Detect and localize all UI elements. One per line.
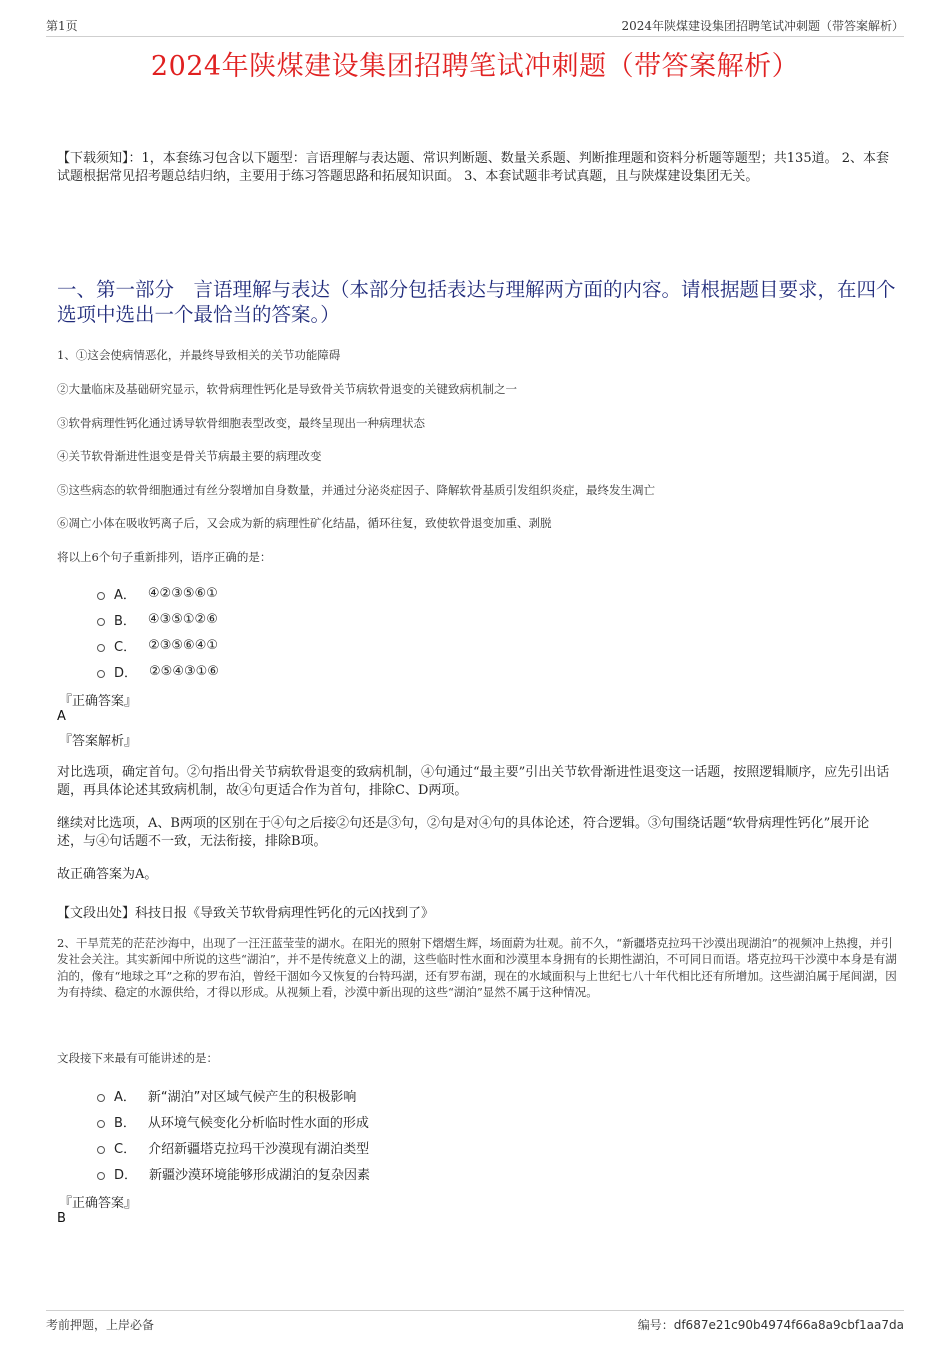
q2-options (97, 1082, 370, 1186)
q1-option-a[interactable] (97, 580, 219, 606)
option-text: ②③⑤⑥④① (148, 637, 219, 653)
q2-prompt: 文段接下来最有可能讲述的是： (57, 1051, 218, 1065)
q1-option-c[interactable] (97, 632, 219, 658)
q1-line-1: 1、①这会使病情恶化，并最终导致相关的关节功能障碍 (57, 348, 341, 362)
radio-icon[interactable] (97, 1172, 105, 1180)
document-title: 2024年陕煤建设集团招聘笔试冲刺题（带答案解析） (150, 51, 800, 82)
page-footer (46, 1310, 904, 1333)
radio-icon[interactable] (97, 618, 105, 626)
option-letter: A． (114, 1089, 136, 1105)
download-notice: 【下载须知】：1，本套练习包含以下题型：言语理解与表达题、常识判断题、数量关系题、判断推理题和资料分析题等题型；共135道。 2、本套试题根据常见招考题总结归纳，主要用于练习答题思路和拓展知识面。 3、本套试题非考试真题，且与陕煤建设集团无关。 (57, 151, 889, 184)
q2-option-b[interactable] (97, 1108, 370, 1134)
q2-answer: B (57, 1211, 66, 1226)
q1-analysis-para-3: 故正确答案为A。 (57, 867, 158, 882)
q1-line-6: ⑥凋亡小体在吸收钙离子后，又会成为新的病理性矿化结晶，循环往复，致使软骨退变加重、剥脱 (57, 516, 552, 530)
option-letter: D． (114, 665, 138, 681)
footer-code-value: df687e21c90b4974f66a8a9cbf1aa7da (673, 1318, 904, 1332)
radio-icon[interactable] (97, 670, 105, 678)
option-text: 新“湖泊”对区域气候产生的积极影响 (147, 1089, 357, 1105)
q2-option-a[interactable] (97, 1082, 370, 1108)
option-letter: D． (114, 1167, 138, 1183)
q1-line-4: ④关节软骨渐进性退变是骨关节病最主要的病理改变 (57, 449, 322, 463)
option-letter: A． (114, 587, 136, 603)
q1-line-3: ③软骨病理性钙化通过诱导软骨细胞表型改变，最终呈现出一种病理状态 (57, 416, 425, 430)
q1-line-2: ②大量临床及基础研究显示，软骨病理性钙化是导致骨关节病软骨退变的关键致病机制之一 (57, 382, 517, 396)
radio-icon[interactable] (97, 1120, 105, 1128)
option-letter: C． (114, 639, 137, 655)
footer-code (638, 1316, 904, 1333)
option-text: ④③⑤①②⑥ (147, 611, 218, 627)
section-title: 一、第一部分 言语理解与表达（本部分包括表达与理解两方面的内容。请根据题目要求，在四个选项中选出一个最恰当的答案。） (57, 278, 896, 326)
q1-analysis-para-2: 继续对比选项，A、B两项的区别在于④句之后接②句还是③句，②句是对④句的具体论述，符合逻辑。③句围绕话题“软骨病理性钙化”展开论述，与④句话题不一致，无法衔接，排除B项。 (57, 816, 870, 849)
option-text: 从环境气候变化分析临时性水面的形成 (147, 1115, 369, 1131)
radio-icon[interactable] (97, 1094, 105, 1102)
header-doc-name: 2024年陕煤建设集团招聘笔试冲刺题（带答案解析） (621, 19, 904, 33)
q1-source: 【文段出处】科技日报《导致关节软骨病理性钙化的元凶找到了》 (57, 906, 435, 921)
page-number: 第1页 (46, 19, 78, 33)
page-header (46, 14, 904, 37)
q2-passage: 2、干旱荒芜的茫茫沙海中，出现了一汪汪蓝莹莹的湖水。在阳光的照射下熠熠生辉，场面蔚为壮观。前不久，“新疆塔克拉玛干沙漠出现湖泊”的视频冲上热搜，并引发社会关注。其实新闻中所说的这些“湖泊”，并不是传统意义上的湖，这些临时性水面和沙漠里本身拥有的长期性湖泊，不可同日而语。塔克拉玛干沙漠中本身是有湖泊的，像有“地球之耳”之称的罗布泊，曾经干涸如今又恢复的台特玛湖，还有罗布湖，现在的水域面积与上世纪七八十年代相比还有所增加。这些湖泊属于尾闾湖，因为有持续、稳定的水源供给，才得以形成。从视频上看，沙漠中新出现的这些“湖泊”显然不属于这种情况。 (57, 936, 897, 1000)
option-text: 新疆沙漠环境能够形成湖泊的复杂因素 (149, 1167, 371, 1183)
q1-analysis-label: 『答案解析』 (59, 734, 138, 749)
q2-answer-label: 『正确答案』 (59, 1196, 138, 1211)
q1-answer-label: 『正确答案』 (59, 694, 138, 709)
radio-icon[interactable] (97, 644, 105, 652)
option-letter: B． (114, 1115, 136, 1131)
option-text: 介绍新疆塔克拉玛干沙漠现有湖泊类型 (148, 1141, 370, 1157)
q1-option-b[interactable] (97, 606, 219, 632)
option-letter: B． (114, 613, 136, 629)
footer-slogan: 考前押题，上岸必备 (46, 1318, 155, 1332)
q1-line-5: ⑤这些病态的软骨细胞通过有丝分裂增加自身数量，并通过分泌炎症因子、降解软骨基质引发组织炎症，最终发生凋亡 (57, 483, 655, 497)
q1-analysis-para-1: 对比选项，确定首句。②句指出骨关节病软骨退变的致病机制，④句通过“最主要”引出关节软骨渐进性退变这一话题，按照逻辑顺序，应先引出话题，再具体论述其致病机制，故④句更适合作为首句，排除C、D两项。 (57, 765, 890, 798)
option-letter: C． (114, 1141, 137, 1157)
q1-option-d[interactable] (97, 658, 219, 684)
radio-icon[interactable] (97, 1146, 105, 1154)
option-text: ②⑤④③①⑥ (149, 663, 219, 679)
radio-icon[interactable] (97, 592, 105, 600)
q2-option-d[interactable] (97, 1160, 370, 1186)
footer-code-label: 编号： (637, 1318, 674, 1332)
q2-option-c[interactable] (97, 1134, 370, 1160)
q1-prompt: 将以上6个句子重新排列，语序正确的是： (57, 550, 272, 564)
option-text: ④②③⑤⑥① (147, 585, 218, 601)
q1-options (97, 580, 219, 684)
q1-answer: A (57, 709, 66, 724)
